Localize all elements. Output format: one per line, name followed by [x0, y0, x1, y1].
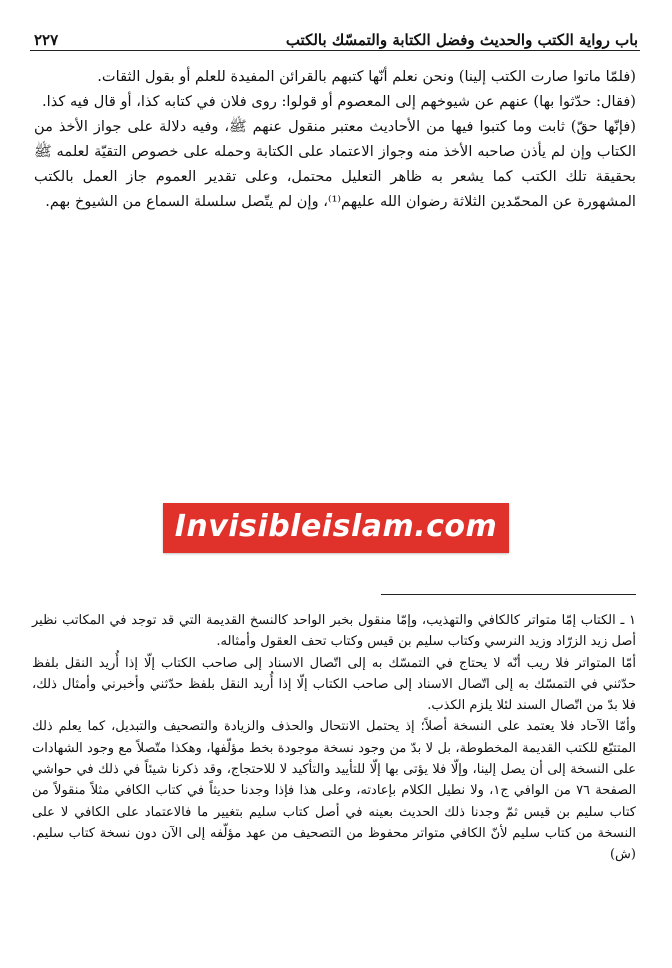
- running-title: باب رواية الكتب والحديث وفضل الكتابة والتمسّك بالكتب: [285, 31, 638, 49]
- page-number: ٢٢٧: [34, 31, 59, 49]
- watermark-area: [0, 503, 672, 553]
- main-paragraph-1: (فلمّا ماتوا صارت الكتب إلينا) ونحن نعلم أنّها كتبهم بالقرائن المفيدة للعلم أو بقول الثقات.: [97, 68, 636, 85]
- header-rule: [30, 50, 640, 51]
- main-text: [34, 64, 636, 214]
- main-paragraph-2: (فقال: حدّثوا بها) عنهم عن شيوخهم إلى المعصوم أو قولوا: روى فلان في كتابه كذا، أو قال فيه كذا.: [42, 93, 636, 110]
- footnote-paragraph-3: وأمّا الآحاد فلا يعتمد على النسخة أصلاً؛ إذ يحتمل الانتحال والحذف والزيادة والتصحيف والتبديل، كما يعلم ذلك المتتبّع للكتب القديمة المخطوطة، بل لا بدّ من وجود نسخة موجودة بخط مؤلّفها، وهكذا متّصلاً مع وجود الشهادات على النسخة إلى أن يصل إلينا، وإلّا فلا يؤتى بها إلّا للتأييد والتأكيد لا للاحتجاج، وقد ذكرنا شيئاً في ذلك في حواشي الصفحة ٧٦ من الوافي ج١، ولا نطيل الكلام بإعادته، وعلى هذا فإذا وجدنا حديثاً في كتاب الكافي مثلاً منقولاً من كتاب سليم بن قيس ثمّ وجدنا ذلك الحديث بعينه في أصل كتاب سليم بتغيير ما فالاعتماد على الكافي لا على النسخة من كتاب سليم لأنّ الكافي متواتر محفوظ من التصحيف من عهد مؤلّفه إلى الآن دون نسخة كتاب سليم. (ش): [32, 719, 636, 863]
- watermark-logo: Invisibleislam.com: [163, 503, 510, 553]
- main-paragraph-3: (فإنّها حقّ) ثابت وما كتبوا فيها من الأحاديث معتبر منقول عنهم ﷺ، وفيه دلالة على جواز الأخذ من الكتاب وإن لم يأذن صاحبه الأخذ منه وجواز الاعتماد على الكتابة وحمله على خصوص التقيّة لعلمه ﷺ بحقيقة تلك الكتب كما يشعر به ظاهر التعليل محتمل، وعلى تقدير العموم جاز العمل بالكتب المشهورة عن المحمّدين الثلاثة رضوان الله عليهم⁽¹⁾، وإن لم يتّصل سلسلة السماع من الشيوخ بهم.: [34, 118, 636, 210]
- running-header: [34, 20, 638, 48]
- footnote-paragraph-2: أمّا المتواتر فلا ريب أنّه لا يحتاج في التمسّك به إلى اتّصال الاسناد إلى صاحب الكتاب إلّا إذا أُريد النقل بلفظ حدّثني في التمسّك به إلى اتّصال الاسناد إلى صاحب الكتاب إلّا إذا أُريد النقل بلفظ حدّثني وأخبرني وأمثال ذلك، فلا بدّ من اتّصال السند لئلا يلزم الكذب.: [32, 655, 636, 714]
- footnote-paragraph-1: ١ ـ الكتاب إمّا متواتر كالكافي والتهذيب، وإمّا منقول بخبر الواحد كالنسخ القديمة التي قد توجد في المكاتب نظير أصل زيد الزرّاد وزيد النرسي وكتاب سليم بن قيس وكتاب تحف العقول وأمثاله.: [32, 613, 636, 650]
- footnote-rule: [381, 594, 636, 595]
- footnotes: [32, 610, 636, 866]
